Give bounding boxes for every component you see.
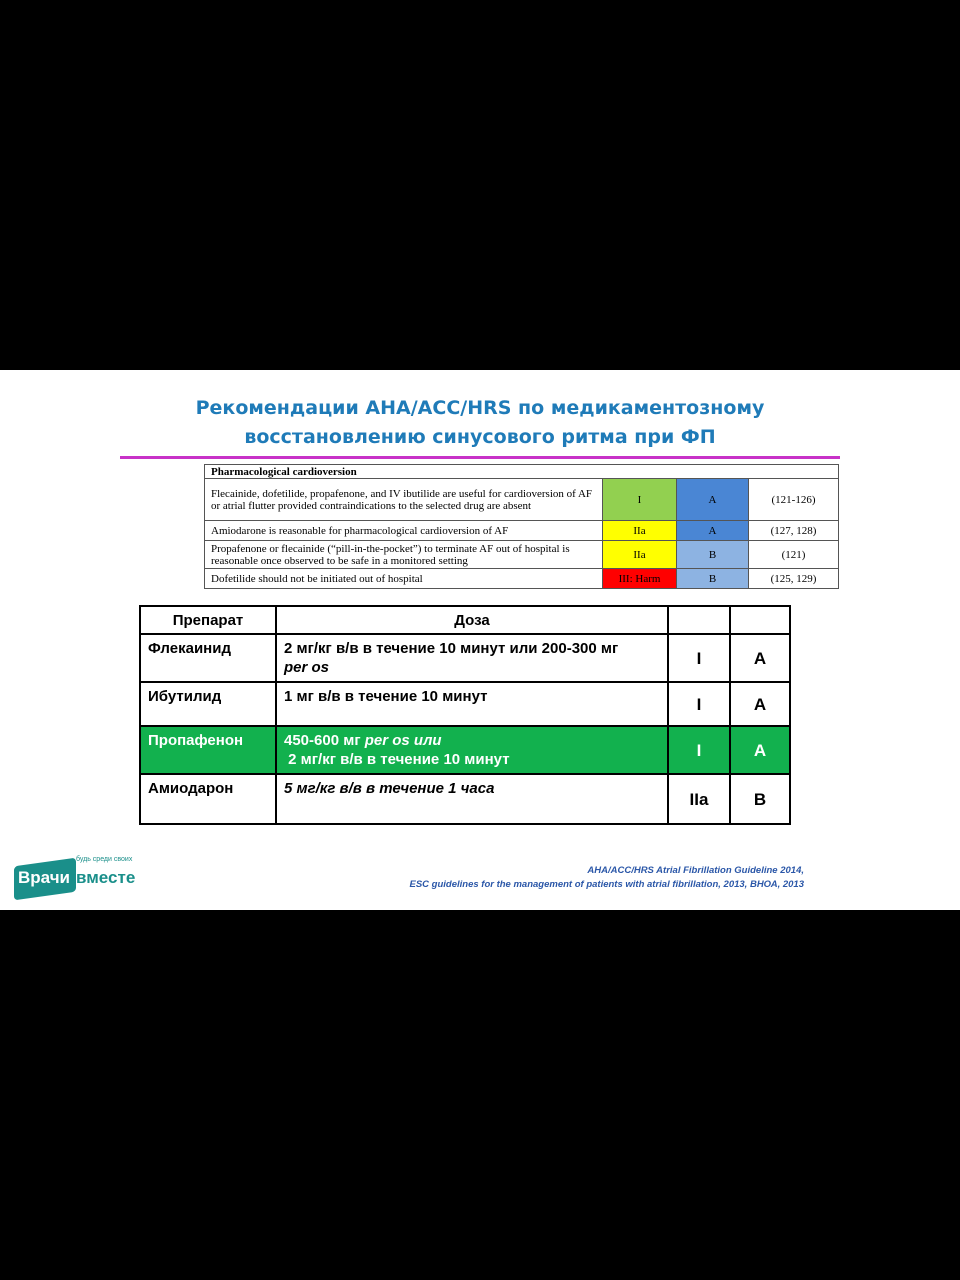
level-cell: B [677,569,749,589]
logo-text-main: Врачи [18,868,71,887]
dose-cell: 5 мг/кг в/в в течение 1 часа [276,774,668,824]
class-cell: I [668,726,730,774]
class-cell: IIa [603,521,677,541]
guideline-table [204,464,839,589]
column-header-drug: Препарат [140,606,276,634]
recommendation-text: Flecainide, dofetilide, propafenone, and IV ibutilide are useful for cardioversion of AF or atrial flutter provided contraindications to the selected drug are absent [205,479,603,521]
table-row [140,774,790,824]
dose-cell [276,634,668,682]
drug-name: Ибутилид [140,682,276,726]
title-divider [120,456,840,459]
guideline-row [205,521,839,541]
guideline-row [205,479,839,521]
slide [0,370,960,910]
references [409,864,804,892]
logo [14,856,154,902]
drug-dosing-table [139,605,791,825]
drug-name: Флекаинид [140,634,276,682]
table-row [140,682,790,726]
class-cell: IIa [603,541,677,569]
column-header-dose: Доза [276,606,668,634]
level-cell: A [730,634,790,682]
slide-title-line-1: Рекомендации AHA/ACC/HRS по медикаментозному [195,397,765,419]
class-cell: I [603,479,677,521]
column-header-class [668,606,730,634]
class-cell: IIa [668,774,730,824]
class-cell: I [668,682,730,726]
dose-route: per os или [364,732,442,749]
recommendation-text: Dofetilide should not be initiated out of hospital [205,569,603,589]
drug-name: Пропафенон [140,726,276,774]
column-header-level [730,606,790,634]
level-cell: A [730,682,790,726]
logo-text-second: вместе [76,868,136,887]
dose-cell [276,726,668,774]
reference-cell: (127, 128) [749,521,839,541]
recommendation-text: Propafenone or flecainide (“pill-in-the-pocket”) to terminate AF out of hospital is reasonable once observed to be safe in a monitored setting [205,541,603,569]
reference-cell: (121-126) [749,479,839,521]
dose-text: 2 мг/кг в/в в течение 10 минут [288,751,510,768]
guideline-row [205,569,839,589]
reference-line-1: AHA/ACC/HRS Atrial Fibrillation Guideline 2014, [587,865,804,876]
drug-name: Амиодарон [140,774,276,824]
logo-tagline: будь среди своих [76,856,133,863]
level-cell: A [677,521,749,541]
dose-cell: 1 мг в/в в течение 10 минут [276,682,668,726]
recommendation-text: Amiodarone is reasonable for pharmacological cardioversion of AF [205,521,603,541]
guideline-row [205,541,839,569]
level-cell: A [677,479,749,521]
level-cell: B [730,774,790,824]
table-row [140,634,790,682]
dose-text: 2 мг/кг в/в в течение 10 минут или 200-300 мг [284,640,619,657]
dose-text: 450-600 мг [284,732,365,749]
class-cell: III: Harm [603,569,677,589]
level-cell: B [677,541,749,569]
table-row-highlighted [140,726,790,774]
level-cell: A [730,726,790,774]
table-header-row [140,606,790,634]
dose-route: per os [284,659,330,676]
guideline-table-header: Pharmacological cardioversion [205,465,839,479]
reference-cell: (125, 129) [749,569,839,589]
reference-line-2: ESC guidelines for the management of patients with atrial fibrillation, 2013, ВНОА, 2013 [409,879,804,890]
slide-title-line-2: восстановлению синусового ритма при ФП [244,426,716,448]
class-cell: I [668,634,730,682]
reference-cell: (121) [749,541,839,569]
